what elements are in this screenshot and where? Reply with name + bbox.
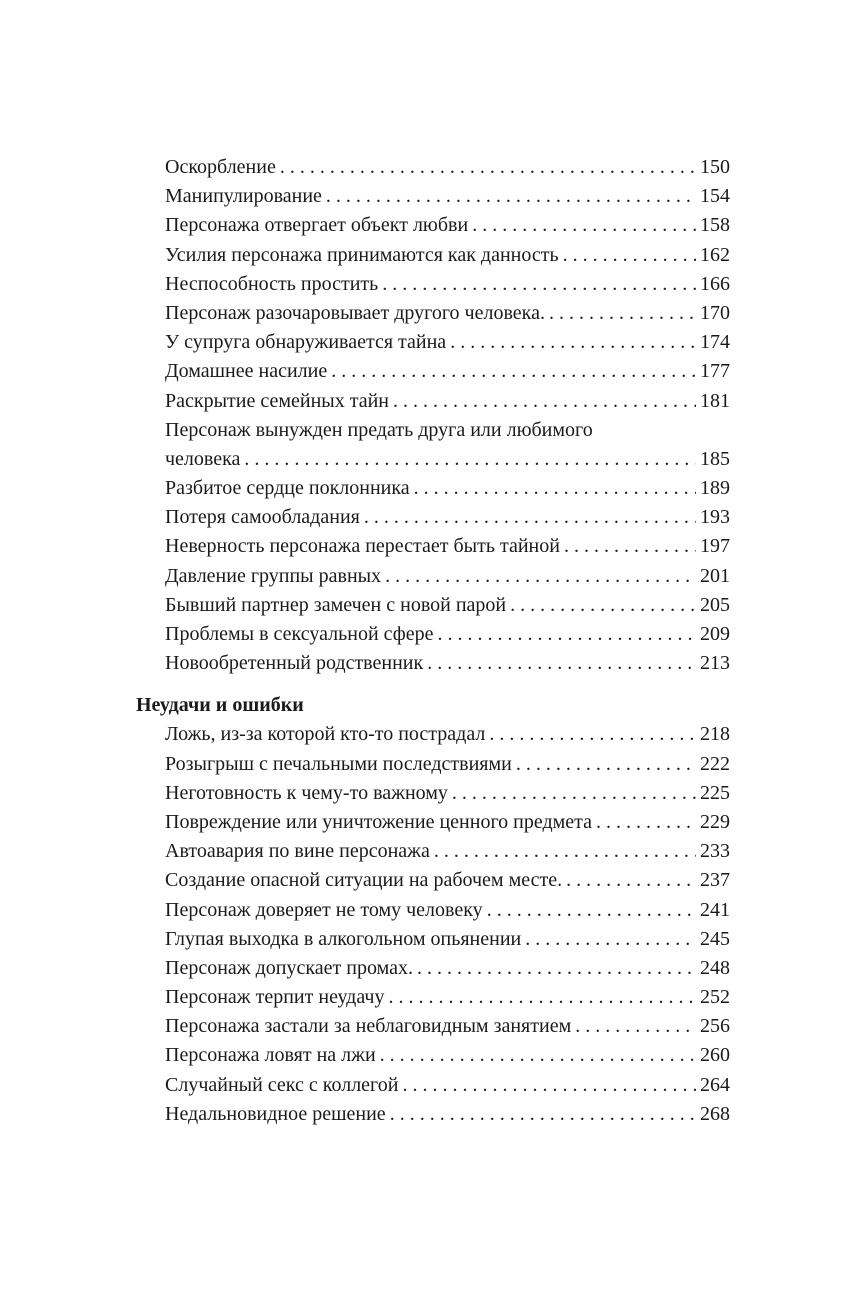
entry-title: Персонаж терпит неудачу [165,986,385,1009]
toc-entry[interactable] [165,620,730,649]
toc-entry-line2 [165,445,730,474]
entry-title: Усилия персонажа принимаются как данность [165,243,559,266]
toc-entry[interactable] [165,1071,730,1100]
toc-entry[interactable] [165,720,730,749]
leader-dots [437,620,696,649]
entry-page-number: 193 [700,506,730,529]
entry-title: Давление группы равных [165,564,382,587]
leader-dots [510,591,696,620]
toc-entry[interactable] [165,182,730,211]
leader-dots [280,153,696,182]
entry-title: Персонаж доверяет не тому человеку [165,898,483,921]
entry-page-number: 233 [700,840,730,863]
toc-entry[interactable] [165,328,730,357]
toc-entry[interactable] [165,750,730,779]
toc-entry[interactable] [165,532,730,561]
entry-title: Недальновидное решение [165,1102,386,1125]
entry-page-number: 252 [700,986,730,1009]
entry-title: Персонаж разочаровывает другого человека. [165,301,545,324]
toc-entry[interactable] [165,153,730,182]
entry-page-number: 241 [700,898,730,921]
entry-title: Раскрытие семейных тайн [165,389,389,412]
entry-page-number: 229 [700,810,730,833]
entry-page-number: 162 [700,243,730,266]
leader-dots [364,503,696,532]
entry-title: Разбитое сердце поклонника [165,477,410,500]
entry-title: Проблемы в сексуальной сфере [165,623,434,645]
leader-dots [596,808,696,837]
toc-entry[interactable] [165,866,730,895]
entry-title: Персонаж допускает промах. [165,956,413,979]
leader-dots [434,837,696,866]
entry-title: Неготовность к чему-то важному [165,781,448,804]
entry-page-number: 209 [700,623,730,645]
entry-title: Розыгрыш с печальными последствиями [165,752,512,775]
leader-dots [549,299,696,328]
toc-entry[interactable] [165,211,730,240]
leader-dots [393,387,696,416]
entry-title: Домашнее насилие [165,360,328,383]
leader-dots [402,1071,696,1100]
leader-dots [331,357,696,386]
toc-entry[interactable] [165,562,730,591]
toc-entry[interactable] [165,1100,730,1129]
toc-entry[interactable] [165,474,730,503]
leader-dots [487,896,696,925]
entry-page-number: 256 [700,1015,730,1038]
entry-title: Случайный секс с коллегой [165,1073,399,1096]
entry-title: Автоавария по вине персонажа [165,840,430,863]
entry-page-number: 154 [700,185,730,208]
entry-title: человека [165,447,241,470]
entry-page-number: 205 [700,593,730,616]
toc-entry[interactable] [165,837,730,866]
entry-title: Персонажа отвергает объект любви [165,214,469,237]
entry-page-number: 237 [700,869,730,892]
leader-dots [472,211,696,240]
entry-page-number: 264 [700,1073,730,1096]
toc-entry[interactable] [165,779,730,808]
entry-page-number: 248 [700,956,730,979]
leader-dots [326,182,696,211]
leader-dots [450,328,696,357]
entry-page-number: 150 [700,156,730,178]
entry-page-number: 218 [700,723,730,746]
entry-page-number: 260 [700,1044,730,1067]
entry-title: Оскорбление [165,156,276,178]
table-of-contents [0,153,862,1129]
leader-dots [516,750,696,779]
entry-title-line1: Персонаж вынужден предать друга или любимого [165,418,593,441]
entry-page-number: 225 [700,781,730,804]
entry-title: Персонажа застали за неблаговидным занятием [165,1015,572,1038]
leader-dots [385,562,696,591]
leader-dots [244,445,696,474]
toc-entry[interactable] [165,299,730,328]
toc-group-failures [0,690,862,1129]
entry-page-number: 222 [700,752,730,775]
entry-title: Новообретенный родственник [165,652,424,675]
entry-title: Создание опасной ситуации на рабочем месте. [165,869,563,892]
toc-entry[interactable] [165,591,730,620]
entry-page-number: 174 [700,331,730,354]
entry-title: Манипулирование [165,185,322,208]
leader-dots [382,270,696,299]
toc-entry[interactable] [165,357,730,386]
leader-dots [390,1100,696,1129]
entry-page-number: 189 [700,477,730,500]
toc-entry[interactable] [165,241,730,270]
entry-title: Персонажа ловят на лжи [165,1044,376,1067]
entry-title: Повреждение или уничтожение ценного предмета [165,810,593,833]
leader-dots [389,983,697,1012]
entry-page-number: 170 [700,301,730,324]
toc-entry[interactable] [165,983,730,1012]
section-heading[interactable]: Неудачи и ошибки [136,694,304,717]
leader-dots [452,779,696,808]
entry-page-number: 181 [700,389,730,412]
entry-page-number: 197 [700,535,730,558]
toc-entry[interactable] [165,1012,730,1041]
leader-dots [380,1041,696,1070]
toc-entry[interactable] [165,503,730,532]
toc-entry[interactable] [165,1041,730,1070]
toc-entry[interactable] [165,649,730,678]
entry-page-number: 245 [700,927,730,950]
leader-dots [489,720,696,749]
toc-entry[interactable] [165,954,730,983]
leader-dots [417,954,696,983]
leader-dots [414,474,696,503]
leader-dots [564,532,696,561]
entry-page-number: 201 [700,564,730,587]
leader-dots [525,925,696,954]
toc-entry[interactable] [165,270,730,299]
leader-dots [566,866,696,895]
entry-title: Глупая выходка в алкогольном опьянении [165,927,522,950]
entry-page-number: 213 [700,652,730,675]
entry-page-number: 185 [700,447,730,470]
toc-entry-multiline[interactable] [165,416,730,474]
leader-dots [575,1012,696,1041]
entry-title: Неверность персонажа перестает быть тайной [165,535,560,558]
entry-title: Неспособность простить [165,272,379,295]
entry-title: Ложь, из-за которой кто-то пострадал [165,723,486,746]
entry-page-number: 166 [700,272,730,295]
toc-entry[interactable] [165,925,730,954]
entry-page-number: 158 [700,214,730,237]
entry-title: Потеря самообладания [165,506,360,529]
entry-page-number: 268 [700,1102,730,1125]
toc-group-relationships [0,153,862,678]
entry-title: Бывший партнер замечен с новой парой [165,593,507,616]
leader-dots [427,649,696,678]
entry-title: У супруга обнаруживается тайна [165,331,447,354]
toc-entry[interactable] [165,387,730,416]
toc-entry[interactable] [165,808,730,837]
entry-page-number: 177 [700,360,730,383]
leader-dots [563,241,696,270]
toc-entry[interactable] [165,896,730,925]
